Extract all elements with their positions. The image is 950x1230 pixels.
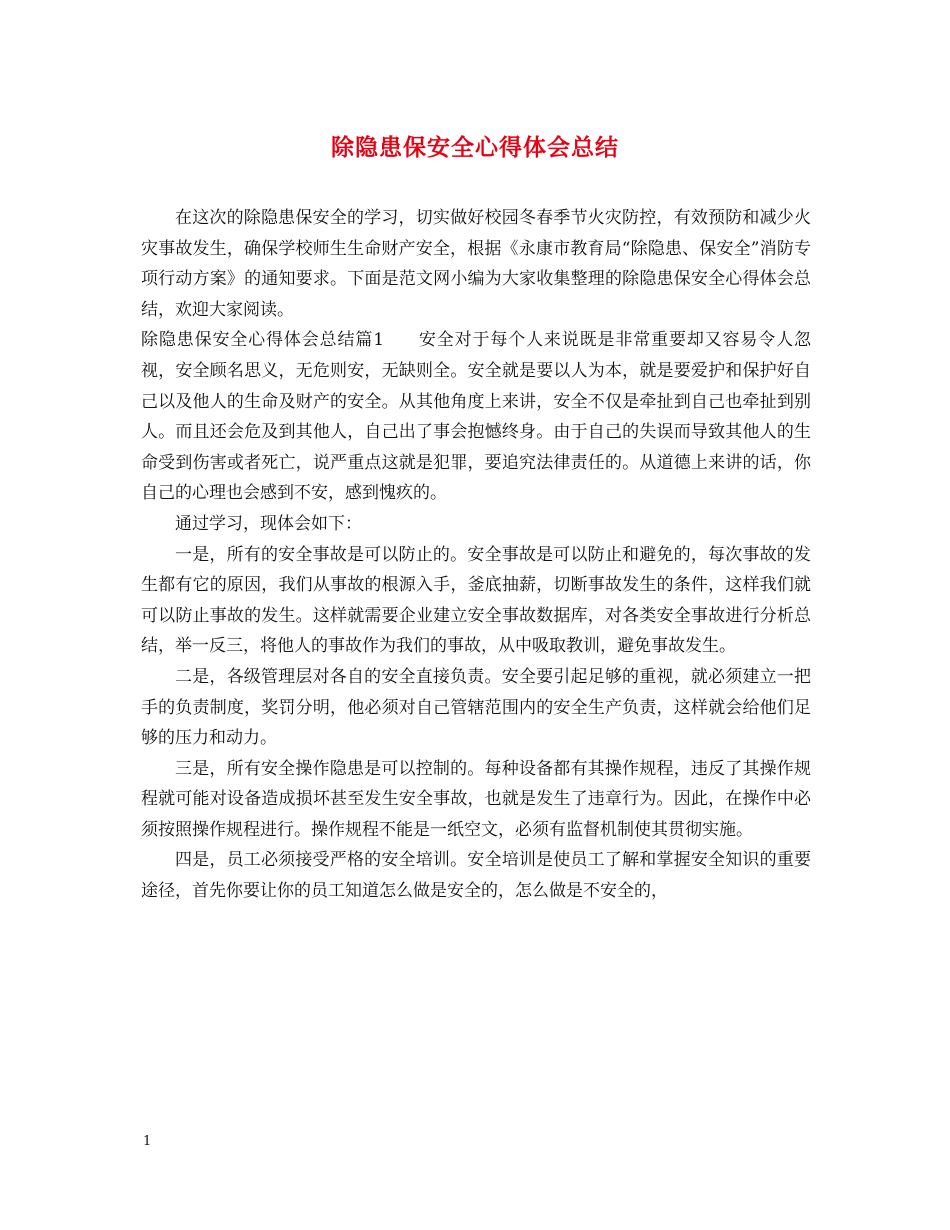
body-paragraph: 通过学习，现体会如下： xyxy=(175,513,362,534)
section-heading: 除隐患保安全心得体会总结篇1 xyxy=(141,330,385,351)
body-paragraph: 四是，员工必须接受严格的安全培训。安全培训是使员工了解和掌握安全知识的重要途径，首先你要让你的员工知道怎么做是安全的，怎么做是不安全的， xyxy=(141,850,811,902)
page-number: 1 xyxy=(143,1134,152,1149)
body-paragraph: 二是，各级管理层对各自的安全直接负责。安全要引起足够的重视，就必须建立一把手的负责制度，奖罚分明，他必须对自己管辖范围内的安全生产负责，这样就会给他们足够的压力和动力。 xyxy=(141,666,811,749)
intro-paragraph: 在这次的除隐患保安全的学习，切实做好校园冬春季节火灾防控，有效预防和减少火灾事故发生，确保学校师生生命财产安全，根据《永康市教育局“除隐患、保安全”消防专项行动方案》的通知要求。下面是范文网小编为大家收集整理的除隐患保安全心得体会总结，欢迎大家阅读。 xyxy=(141,208,811,320)
body-paragraph: 三是，所有安全操作隐患是可以控制的。每种设备都有其操作规程，违反了其操作规程就可能对设备造成损坏甚至发生安全事故，也就是发生了违章行为。因此，在操作中必须按照操作规程进行。操作规程不能是一纸空文，必须有监督机制使其贯彻实施。 xyxy=(141,758,811,840)
page-title: 除隐患保安全心得体会总结 xyxy=(331,134,619,161)
document-body xyxy=(141,203,811,907)
section-paragraph xyxy=(141,325,811,509)
section-intro-text: 安全对于每个人来说既是非常重要却又容易令人忽视，安全顾名思义，无危则安，无缺则全。安全就是要以人为本，就是要爱护和保护好自己以及他人的生命及财产的安全。从其他角度上来讲，安全不仅是牵扯到自己也牵扯到别人。而且还会危及到其他人，自己出了事会抱憾终身。由于自己的失误而导致其他人的生命受到伤害或者死亡，说严重点这就是犯罪，要追究法律责任的。从道德上来讲的话，你自己的心理也会感到不安，感到愧疚的。 xyxy=(141,330,811,504)
body-paragraph: 一是，所有的安全事故是可以防止的。安全事故是可以防止和避免的，每次事故的发生都有它的原因，我们从事故的根源入手，釜底抽薪，切断事故发生的条件，这样我们就可以防止事故的发生。这样就需要企业建立安全事故数据库，对各类安全事故进行分析总结，举一反三，将他人的事故作为我们的事故，从中吸取教训，避免事故发生。 xyxy=(141,544,811,657)
